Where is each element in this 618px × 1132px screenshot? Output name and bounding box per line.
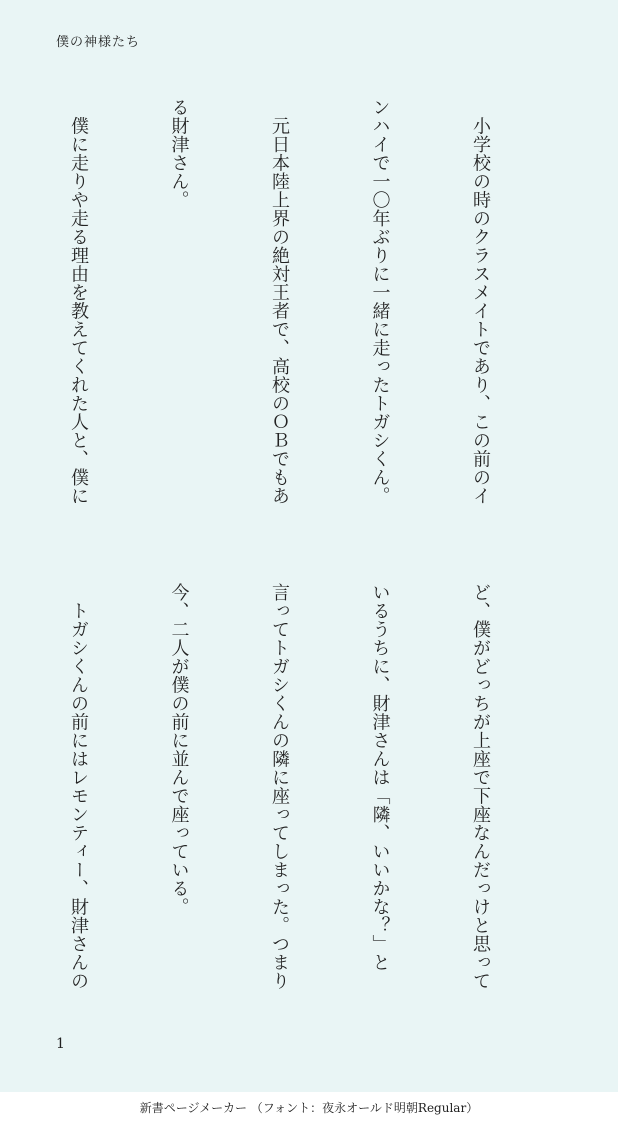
text-line: る財津さん。 xyxy=(168,98,190,209)
text-line: 言ってトガシくんの隣に座ってしまった。つまり xyxy=(269,583,290,990)
text-line: トガシくんの前にはレモンティー、財津さんの xyxy=(68,583,89,990)
upper-text-block xyxy=(0,98,564,530)
text-line: 今、二人が僕の前に並んで座っている。 xyxy=(168,583,190,916)
footer-credit: 新書ページメーカー （フォント：夜永オールド明朝Regular） xyxy=(139,1101,479,1115)
text-line: 小学校の時のクラスメイトであり、この前のイ xyxy=(470,98,491,505)
text-line: いるうちに、財津さんは「隣、いいかな？」と xyxy=(369,583,391,972)
text-line: 元日本陸上界の絶対王者で、高校のＯＢでもあ xyxy=(269,98,290,505)
text-line: ど、僕がどっちが上座で下座なんだっけと思って xyxy=(470,583,491,990)
text-line: ンハイで一〇年ぶりに一緒に走ったトガシくん。 xyxy=(369,98,391,505)
running-title: 僕の神様たち xyxy=(56,35,141,50)
page-number: 1 xyxy=(56,1036,65,1052)
text-line: 僕に走りや走る理由を教えてくれた人と、僕に xyxy=(68,98,89,505)
lower-text-block xyxy=(0,583,564,1013)
